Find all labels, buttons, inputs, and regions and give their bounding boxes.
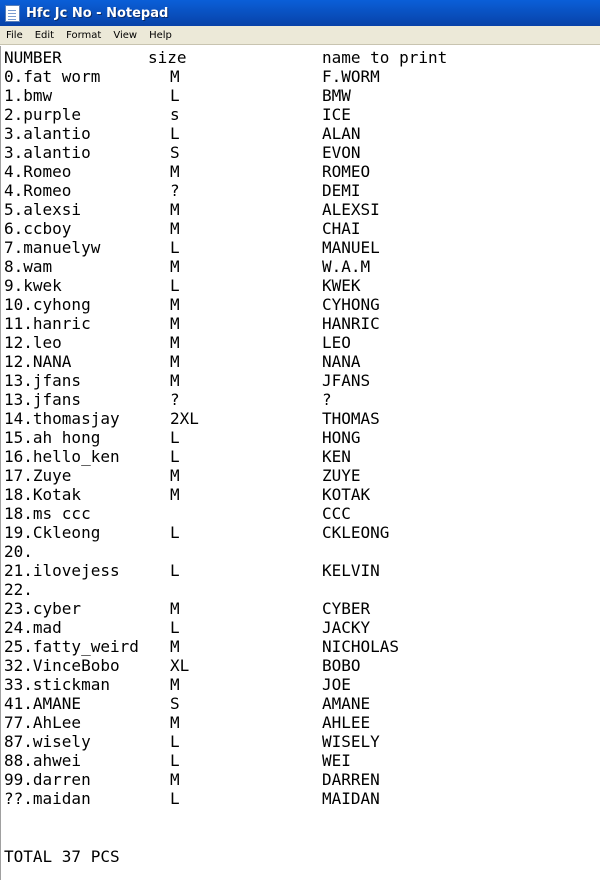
row-name: ICE [322, 105, 351, 124]
row-name: ALAN [322, 124, 361, 143]
notepad-icon[interactable] [5, 5, 20, 22]
row-name: MANUEL [322, 238, 380, 257]
menu-bar [0, 26, 600, 45]
row-number: 11.hanric [4, 314, 91, 333]
row-size: L [170, 789, 180, 808]
row-name: LEO [322, 333, 351, 352]
row-name: KWEK [322, 276, 361, 295]
row-number: 13.jfans [4, 371, 82, 390]
row-size: L [170, 447, 180, 466]
header-line [4, 48, 448, 67]
row-number: ??.maidan [4, 789, 91, 808]
row-size: S [170, 694, 180, 713]
row-size: M [170, 219, 180, 238]
row-number: 23.cyber [4, 599, 82, 618]
row-number: 16.hello_ken [4, 447, 120, 466]
row-name: KELVIN [322, 561, 380, 580]
row-size: L [170, 238, 180, 257]
row-size: M [170, 162, 180, 181]
row-name: CYBER [322, 599, 371, 618]
row-name: HANRIC [322, 314, 380, 333]
row-name: NANA [322, 352, 361, 371]
row-number: 3.alantio [4, 143, 91, 162]
row-size: M [170, 352, 180, 371]
row-name: HONG [322, 428, 361, 447]
menu-edit[interactable]: Edit [34, 29, 55, 41]
row-name: ? [322, 390, 332, 409]
header-size: size [148, 48, 187, 67]
row-size: M [170, 466, 180, 485]
row-number: 12.leo [4, 333, 62, 352]
row-name: AMANE [322, 694, 371, 713]
row-name: THOMAS [322, 409, 380, 428]
row-name: WISELY [322, 732, 380, 751]
row-name: F.WORM [322, 67, 380, 86]
row-number: 9.kwek [4, 276, 62, 295]
row-name: JOE [322, 675, 351, 694]
row-size: S [170, 143, 180, 162]
row-size: M [170, 485, 180, 504]
row-number: 32.VinceBobo [4, 656, 120, 675]
row-name: CYHONG [322, 295, 380, 314]
row-size: M [170, 637, 180, 656]
row-number: 1.bmw [4, 86, 53, 105]
row-name: JFANS [322, 371, 371, 390]
row-name: CKLEONG [322, 523, 390, 542]
row-name: DEMI [322, 181, 361, 200]
row-number: 17.Zuye [4, 466, 72, 485]
row-number: 5.alexsi [4, 200, 82, 219]
row-size: M [170, 371, 180, 390]
row-name: AHLEE [322, 713, 371, 732]
row-number: 25.fatty_weird [4, 637, 139, 656]
row-number: 14.thomasjay [4, 409, 120, 428]
row-name: KEN [322, 447, 351, 466]
row-name: BMW [322, 86, 351, 105]
row-size: M [170, 770, 180, 789]
header-number: NUMBER [4, 48, 62, 67]
row-number: 12.NANA [4, 352, 72, 371]
row-number: 87.wisely [4, 732, 91, 751]
row-number: 19.Ckleong [4, 523, 101, 542]
total-line: TOTAL 37 PCS [4, 847, 120, 866]
row-size: s [170, 105, 180, 124]
row-number: 99.darren [4, 770, 91, 789]
row-size: M [170, 295, 180, 314]
row-size: M [170, 67, 180, 86]
row-number: 77.AhLee [4, 713, 82, 732]
row-size: M [170, 257, 180, 276]
row-size: ? [170, 181, 180, 200]
row-name: WEI [322, 751, 351, 770]
row-name: MAIDAN [322, 789, 380, 808]
menu-view[interactable]: View [113, 29, 138, 41]
row-number: 33.stickman [4, 675, 110, 694]
row-number: 2.purple [4, 105, 82, 124]
window-title: Hfc Jc No - Notepad [26, 5, 169, 21]
row-size: M [170, 599, 180, 618]
row-size: L [170, 732, 180, 751]
row-size: L [170, 124, 180, 143]
row-size: M [170, 713, 180, 732]
row-number: 41.AMANE [4, 694, 82, 713]
header-name: name to print [322, 48, 448, 67]
row-name: BOBO [322, 656, 361, 675]
row-size: M [170, 200, 180, 219]
row-name: ROMEO [322, 162, 371, 181]
row-name: CHAI [322, 219, 361, 238]
row-size: M [170, 675, 180, 694]
row-number: 0.fat worm [4, 67, 101, 86]
row-number: 18.ms ccc [4, 504, 91, 523]
row-number: 6.ccboy [4, 219, 72, 238]
row-number: 20. [4, 542, 33, 561]
row-number: 7.manuelyw [4, 238, 101, 257]
menu-file[interactable]: File [6, 29, 23, 41]
row-number: 3.alantio [4, 124, 91, 143]
row-number: 4.Romeo [4, 181, 72, 200]
row-size: L [170, 561, 180, 580]
row-name: EVON [322, 143, 361, 162]
row-number: 24.mad [4, 618, 62, 637]
row-number: 15.ah hong [4, 428, 101, 447]
row-size: L [170, 523, 180, 542]
row-size: L [170, 86, 180, 105]
row-size: XL [170, 656, 190, 675]
row-name: DARREN [322, 770, 380, 789]
row-number: 22. [4, 580, 33, 599]
row-number: 18.Kotak [4, 485, 82, 504]
row-number: 10.cyhong [4, 295, 91, 314]
row-number: 21.ilovejess [4, 561, 120, 580]
row-size: L [170, 276, 180, 295]
text-editor-area[interactable] [0, 46, 600, 880]
row-number: 8.wam [4, 257, 53, 276]
row-size: 2XL [170, 409, 199, 428]
row-size: M [170, 314, 180, 333]
row-number: 4.Romeo [4, 162, 72, 181]
row-size: L [170, 618, 180, 637]
row-name: NICHOLAS [322, 637, 400, 656]
row-name: CCC [322, 504, 351, 523]
row-number: 88.ahwei [4, 751, 82, 770]
row-name: KOTAK [322, 485, 371, 504]
row-name: ZUYE [322, 466, 361, 485]
menu-format[interactable]: Format [66, 29, 102, 41]
row-size: L [170, 428, 180, 447]
row-name: JACKY [322, 618, 371, 637]
row-size: M [170, 333, 180, 352]
menu-help[interactable]: Help [149, 29, 172, 41]
title-bar[interactable] [0, 0, 600, 26]
row-name: ALEXSI [322, 200, 380, 219]
row-number: 13.jfans [4, 390, 82, 409]
row-name: W.A.M [322, 257, 371, 276]
row-size: ? [170, 390, 180, 409]
row-size: L [170, 751, 180, 770]
